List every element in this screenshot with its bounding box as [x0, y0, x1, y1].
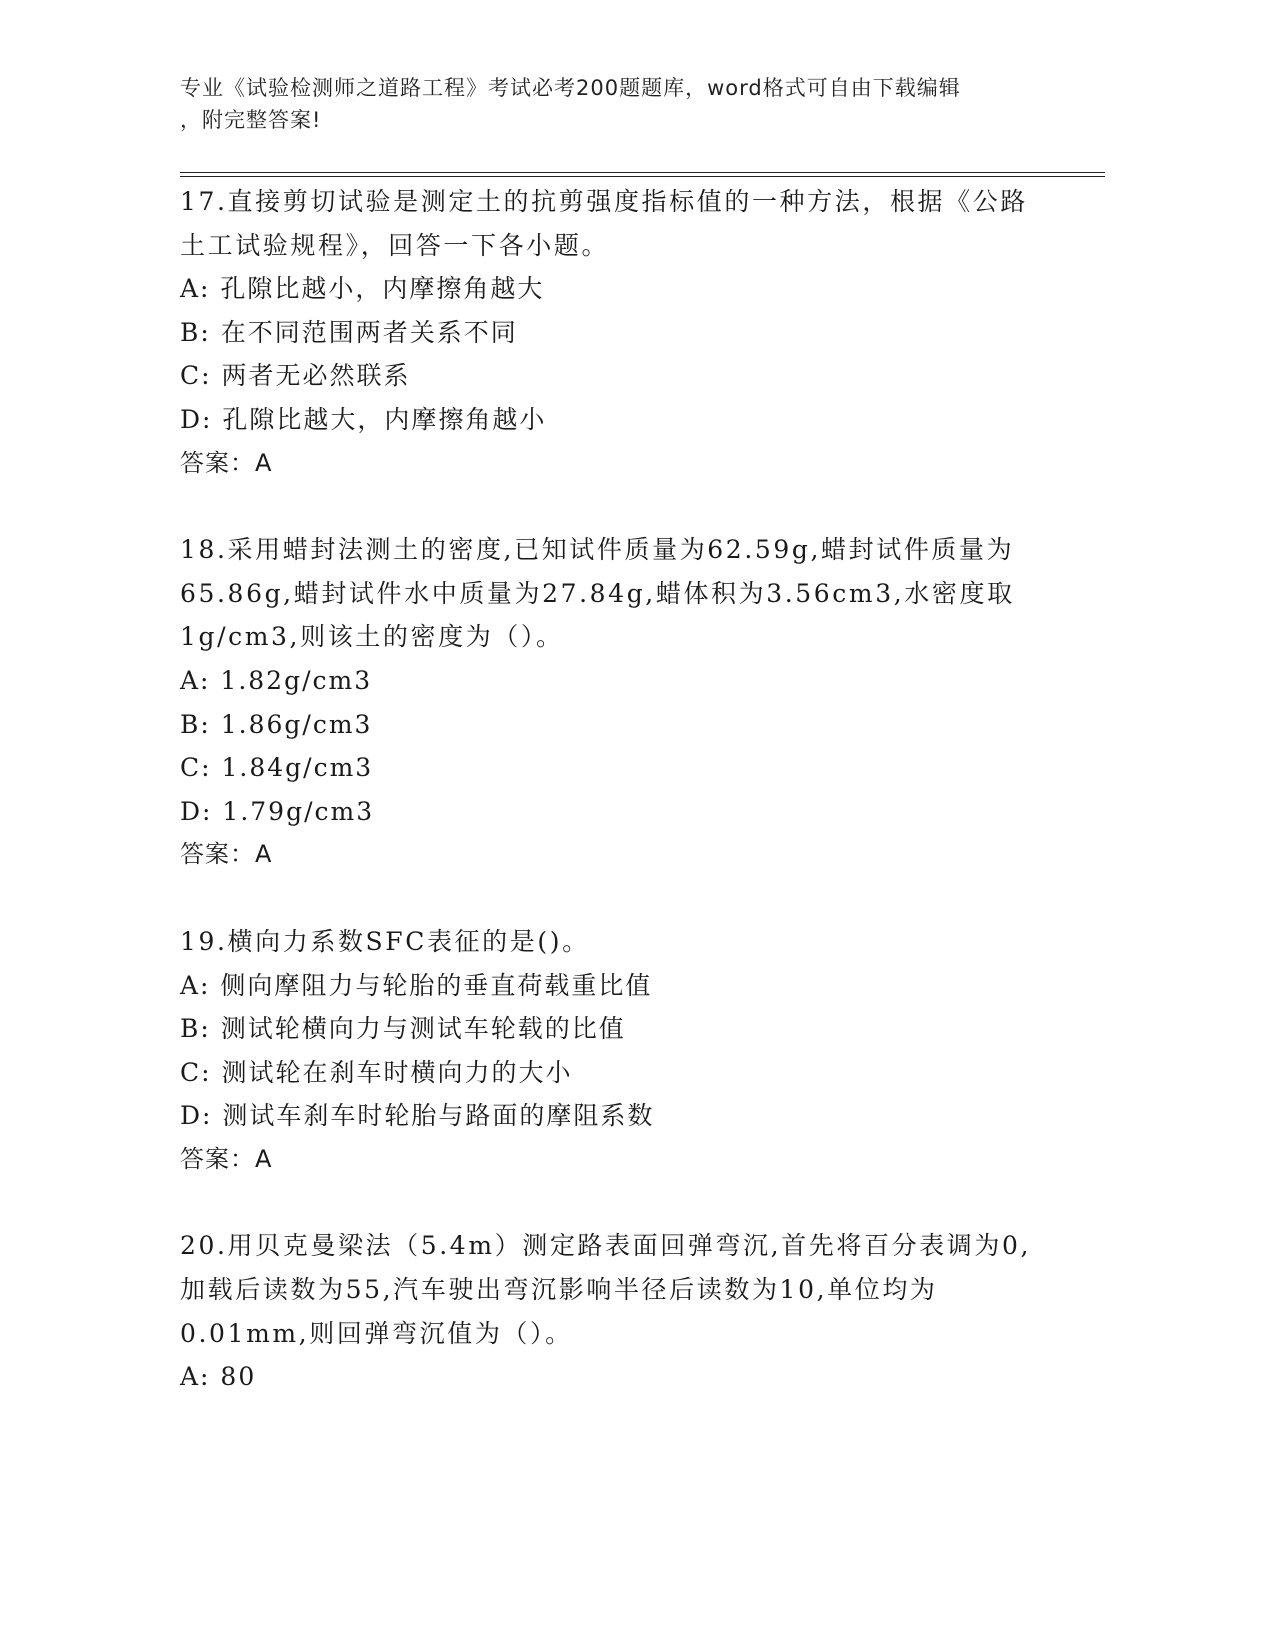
answer-text: 答案：A	[180, 1144, 273, 1173]
question-stem-line: 17.直接剪切试验是测定土的抗剪强度指标值的一种方法，根据《公路	[180, 187, 1028, 216]
question-20	[180, 1224, 1060, 1398]
question-stem-line: 20.用贝克曼梁法（5.4m）测定路表面回弹弯沉,首先将百分表调为0,	[180, 1231, 1032, 1261]
option-d: D: 孔隙比越大，内摩擦角越小	[180, 404, 547, 434]
answer-text: 答案：A	[180, 840, 273, 869]
option-b: B: 1.86g/cm3	[180, 709, 373, 739]
option-b: B: 测试轮横向力与测试车轮载的比值	[180, 1014, 626, 1044]
option-d: D: 测试车刹车时轮胎与路面的摩阻系数	[180, 1101, 655, 1131]
option-c: C: 两者无必然联系	[180, 361, 411, 391]
question-list	[180, 180, 1060, 1442]
question-stem-line: 18.采用蜡封法测土的密度,已知试件质量为62.59g,蜡封试件质量为	[180, 535, 1015, 565]
document-header	[180, 72, 1060, 136]
option-b: B: 在不同范围两者关系不同	[180, 317, 518, 347]
question-stem-line: 加载后读数为55,汽车驶出弯沉影响半径后读数为10,单位均为	[180, 1275, 938, 1305]
option-c: C: 测试轮在刹车时横向力的大小	[180, 1057, 573, 1087]
option-a: A: 孔隙比越小，内摩擦角越大	[180, 274, 545, 304]
question-19	[180, 920, 1060, 1182]
question-stem-line: 1g/cm3,则该土的密度为（）。	[180, 622, 564, 652]
question-17	[180, 180, 1060, 485]
question-stem-line: 19.横向力系数SFC表征的是()。	[180, 926, 590, 956]
header-line-2: ，附完整答案!	[180, 108, 322, 132]
option-a: A: 侧向摩阻力与轮胎的垂直荷载重比值	[180, 970, 653, 1000]
header-line-1: 专业《试验检测师之道路工程》考试必考200题题库，word格式可自由下载编辑	[180, 76, 961, 100]
option-c: C: 1.84g/cm3	[180, 753, 374, 783]
question-stem-line: 0.01mm,则回弹弯沉值为（）。	[180, 1318, 573, 1348]
option-d: D: 1.79g/cm3	[180, 796, 375, 826]
question-stem-line: 65.86g,蜡封试件水中质量为27.84g,蜡体积为3.56cm3,水密度取	[180, 578, 1015, 608]
question-18	[180, 528, 1060, 877]
option-a: A: 80	[180, 1362, 257, 1392]
option-a: A: 1.82g/cm3	[180, 665, 373, 695]
question-stem-line: 土工试验规程》，回答一下各小题。	[180, 230, 610, 260]
header-divider	[180, 172, 1105, 177]
answer-text: 答案：A	[180, 448, 273, 477]
